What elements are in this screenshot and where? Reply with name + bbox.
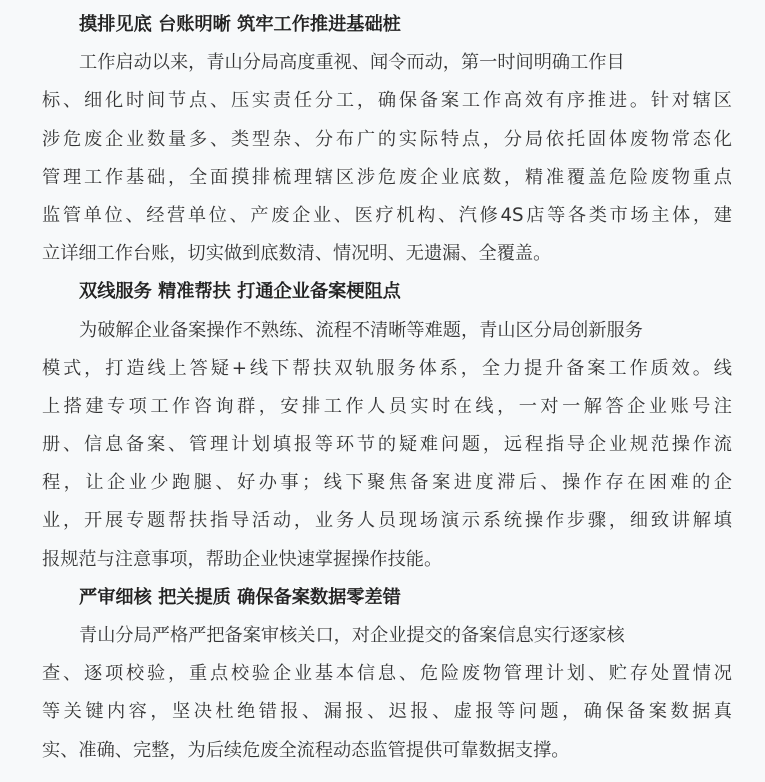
section-heading: 摸排见底 台账明晰 筑牢工作推进基础桩 — [79, 14, 401, 35]
paragraph-line: 标、细化时间节点、压实责任分工，确保备案工作高效有序推进。针对辖区 — [42, 90, 732, 112]
paragraph-line: 查、逐项校验，重点校验企业基本信息、危险废物管理计划、贮存处置情况 — [42, 663, 732, 685]
section-heading: 严审细核 把关提质 确保备案数据零差错 — [79, 586, 401, 608]
paragraph-line: 实、准确、完整，为后续危废全流程动态监管提供可靠数据支撑。 — [42, 739, 570, 761]
section-heading: 双线服务 精准帮扶 打通企业备案梗阻点 — [79, 281, 401, 303]
paragraph-line: 涉危废企业数量多、类型杂、分布广的实际特点，分局依托固体废物常态化 — [42, 128, 732, 150]
paragraph-line: 报规范与注意事项，帮助企业快速掌握操作技能。 — [42, 548, 443, 570]
paragraph-line: 管理工作基础，全面摸排梳理辖区涉危废企业底数，精准覆盖危险废物重点 — [42, 166, 732, 188]
paragraph-line: 为破解企业备案操作不熟练、流程不清晰等难题，青山区分局创新服务 — [79, 319, 643, 341]
paragraph-line: 立详细工作台账，切实做到底数清、情况明、无遗漏、全覆盖。 — [42, 243, 552, 265]
section — [42, 6, 732, 273]
paragraph-line: 等关键内容，坚决杜绝错报、漏报、迟报、虚报等问题，确保备案数据真 — [42, 701, 732, 723]
paragraph-line: 工作启动以来，青山分局高度重视、闻令而动，第一时间明确工作目 — [79, 52, 625, 74]
section — [42, 579, 732, 770]
paragraph-line: 模式，打造线上答疑+线下帮扶双轨服务体系，全力提升备案工作质效。线 — [42, 357, 732, 379]
paragraph-line: 青山分局严格严把备案审核关口，对企业提交的备案信息实行逐家核 — [79, 625, 625, 646]
section — [42, 273, 732, 579]
paragraph-line: 上搭建专项工作咨询群，安排工作人员实时在线，一对一解答企业账号注 — [42, 395, 732, 417]
paragraph-line: 程，让企业少跑腿、好办事；线下聚焦备案进度滞后、操作存在困难的企 — [42, 472, 732, 494]
paragraph-line: 册、信息备案、管理计划填报等环节的疑难问题，远程指导企业规范操作流 — [42, 434, 732, 456]
paragraph-line: 业，开展专题帮扶指导活动，业务人员现场演示系统操作步骤，细致讲解填 — [42, 510, 732, 532]
paragraph-line: 监管单位、经营单位、产废企业、医疗机构、汽修4S店等各类市场主体，建 — [42, 204, 732, 226]
